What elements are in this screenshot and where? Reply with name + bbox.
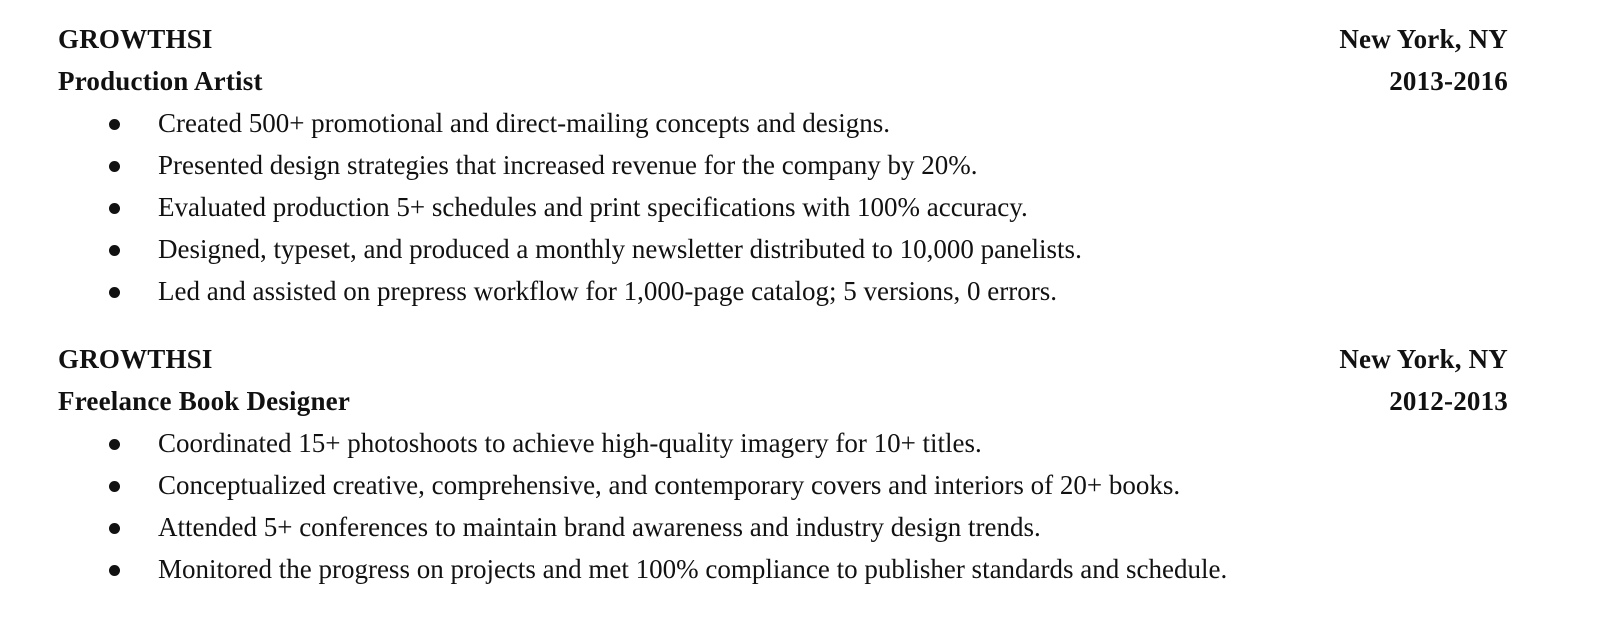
job-entry xyxy=(58,338,1508,590)
job-header-row xyxy=(58,338,1508,380)
bullet-text: Evaluated production 5+ schedules and print specifications with 100% accuracy. xyxy=(158,192,1028,222)
bullet-text: Monitored the progress on projects and met 100% compliance to publisher standards and schedule. xyxy=(158,554,1228,584)
resume-experience-section xyxy=(58,18,1508,616)
company-name: GROWTHSI xyxy=(58,344,213,374)
job-header-row xyxy=(58,18,1508,60)
bullet-item xyxy=(58,506,1508,548)
job-title: Freelance Book Designer xyxy=(58,386,351,416)
bullet-item xyxy=(58,186,1508,228)
job-bullet-list xyxy=(58,102,1508,312)
bullet-dot-icon xyxy=(109,161,120,172)
bullet-item xyxy=(58,228,1508,270)
job-dates: 2012-2013 xyxy=(1389,386,1508,416)
bullet-item xyxy=(58,102,1508,144)
bullet-text: Led and assisted on prepress workflow for 1,000-page catalog; 5 versions, 0 errors. xyxy=(158,276,1058,306)
bullet-text: Coordinated 15+ photoshoots to achieve high-quality imagery for 10+ titles. xyxy=(158,428,982,458)
bullet-item xyxy=(58,144,1508,186)
job-location: New York, NY xyxy=(1339,24,1508,54)
bullet-item xyxy=(58,270,1508,312)
bullet-dot-icon xyxy=(109,119,120,130)
job-title: Production Artist xyxy=(58,66,263,96)
bullet-dot-icon xyxy=(109,287,120,298)
job-title-row xyxy=(58,380,1508,422)
bullet-dot-icon xyxy=(109,245,120,256)
job-entry xyxy=(58,18,1508,312)
bullet-dot-icon xyxy=(109,523,120,534)
bullet-text: Created 500+ promotional and direct-mailing concepts and designs. xyxy=(158,108,891,138)
bullet-item xyxy=(58,548,1508,590)
bullet-dot-icon xyxy=(109,439,120,450)
bullet-text: Designed, typeset, and produced a monthly newsletter distributed to 10,000 panelists. xyxy=(158,234,1082,264)
job-title-row xyxy=(58,60,1508,102)
bullet-text: Conceptualized creative, comprehensive, and contemporary covers and interiors of 20+ books. xyxy=(158,470,1181,500)
bullet-dot-icon xyxy=(109,565,120,576)
job-bullet-list xyxy=(58,422,1508,590)
company-name: GROWTHSI xyxy=(58,24,213,54)
job-dates: 2013-2016 xyxy=(1389,66,1508,96)
bullet-text: Presented design strategies that increased revenue for the company by 20%. xyxy=(158,150,978,180)
bullet-item xyxy=(58,422,1508,464)
bullet-dot-icon xyxy=(109,203,120,214)
bullet-text: Attended 5+ conferences to maintain brand awareness and industry design trends. xyxy=(158,512,1041,542)
bullet-dot-icon xyxy=(109,481,120,492)
bullet-item xyxy=(58,464,1508,506)
job-location: New York, NY xyxy=(1339,344,1508,374)
